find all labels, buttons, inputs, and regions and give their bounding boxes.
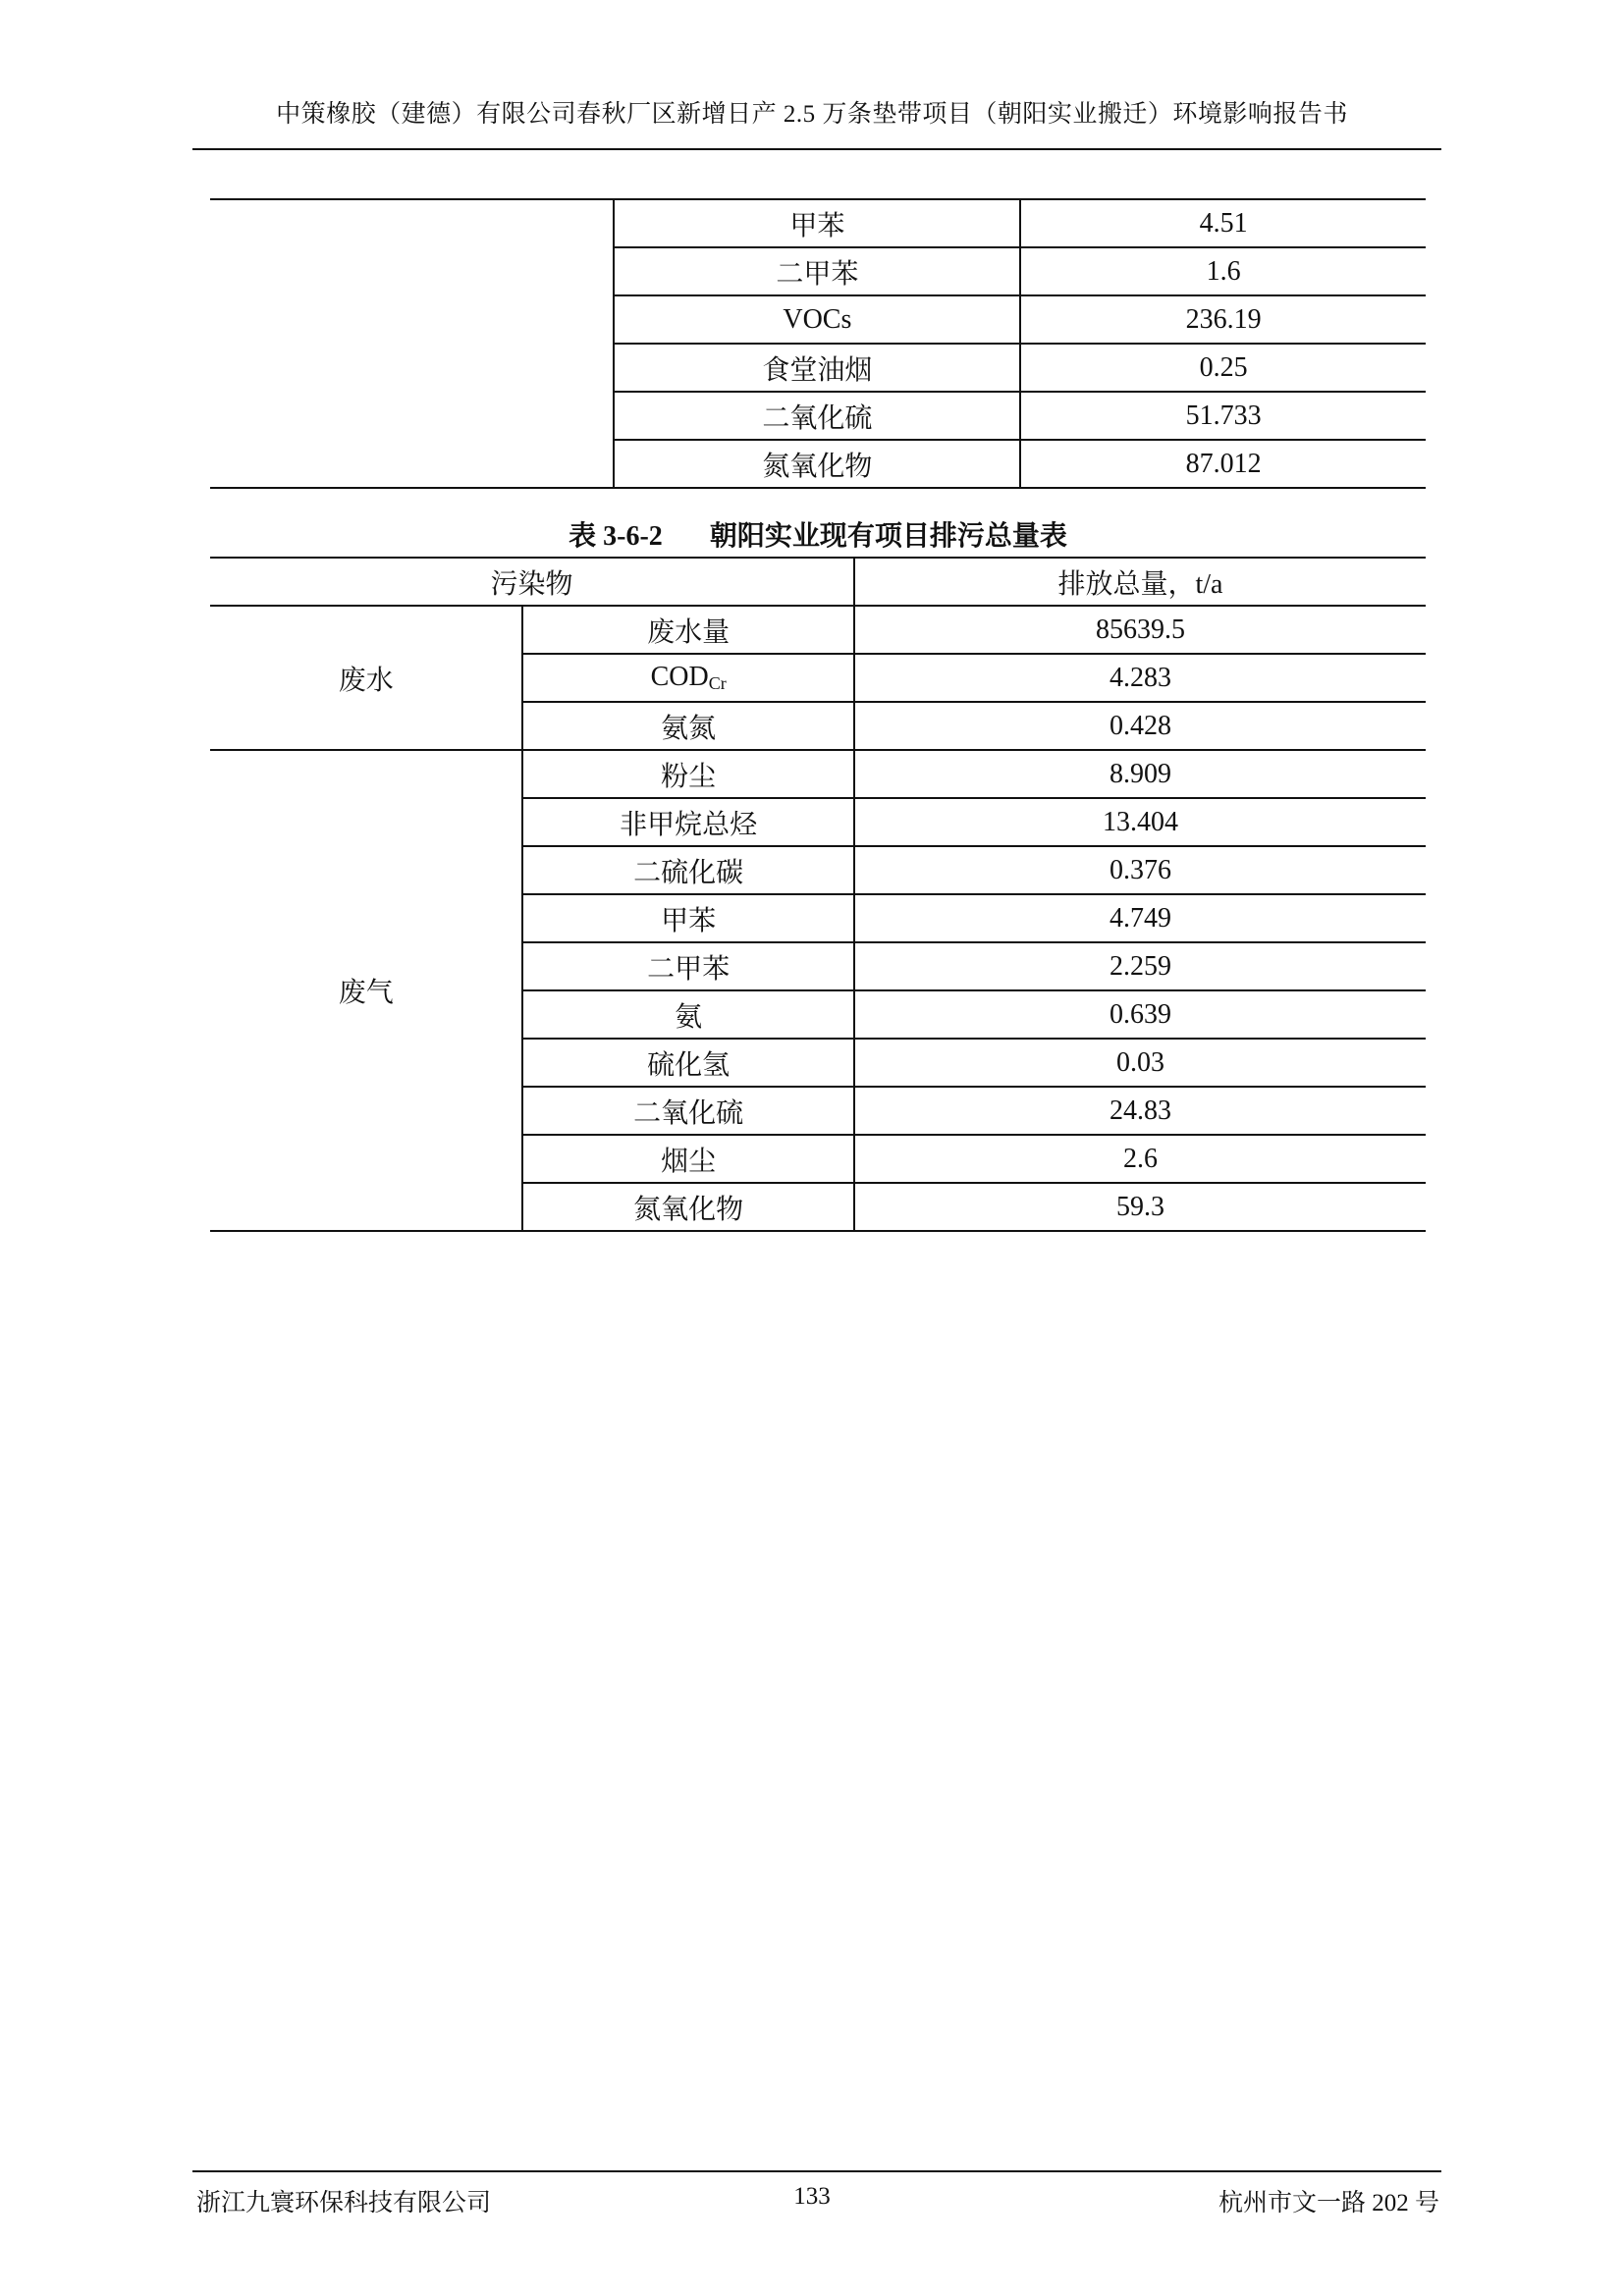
footer-address: 杭州市文一路 202 号: [1218, 2190, 1439, 2216]
category-cell: 废气: [210, 750, 522, 1231]
value-cell: 0.25: [1020, 344, 1426, 392]
item-cell: 二氧化硫: [614, 392, 1020, 440]
item-cell: [522, 654, 854, 702]
item-cell: 二硫化碳: [522, 846, 854, 894]
item-cell: 硫化氢: [522, 1039, 854, 1087]
item-cell: 二甲苯: [522, 942, 854, 990]
item-text: COD: [650, 662, 709, 692]
footer-company: 浙江九寰环保科技有限公司: [196, 2190, 492, 2216]
item-cell: VOCs: [614, 295, 1020, 344]
value-cell: 0.639: [854, 990, 1426, 1039]
item-cell: 甲苯: [614, 199, 1020, 247]
item-cell: 氨氮: [522, 702, 854, 750]
value-cell: 2.6: [854, 1135, 1426, 1183]
table-header-row: [210, 558, 1426, 606]
item-subscript: Cr: [708, 673, 727, 693]
blank-category-cell: [210, 199, 614, 488]
value-cell: 236.19: [1020, 295, 1426, 344]
item-cell: 二甲苯: [614, 247, 1020, 295]
table-row: [210, 750, 1426, 798]
value-cell: 4.749: [854, 894, 1426, 942]
value-cell: 51.733: [1020, 392, 1426, 440]
item-cell: 食堂油烟: [614, 344, 1020, 392]
table-caption-number: 表 3-6-2: [568, 521, 663, 552]
table-caption-title: 朝阳实业现有项目排污总量表: [709, 521, 1067, 552]
value-cell: 0.376: [854, 846, 1426, 894]
table-row: [210, 606, 1426, 654]
table-row: [210, 199, 1426, 247]
value-cell: 85639.5: [854, 606, 1426, 654]
value-cell: 13.404: [854, 798, 1426, 846]
item-cell: 非甲烷总烃: [522, 798, 854, 846]
item-cell: 二氧化硫: [522, 1087, 854, 1135]
value-cell: 2.259: [854, 942, 1426, 990]
value-cell: 59.3: [854, 1183, 1426, 1231]
header-total: 排放总量，t/a: [854, 558, 1426, 606]
page-header: 中策橡胶（建德）有限公司春秋厂区新增日产 2.5 万条垫带项目（朝阳实业搬迁）环境影响报告书: [276, 101, 1348, 128]
value-cell: 0.03: [854, 1039, 1426, 1087]
item-cell: 甲苯: [522, 894, 854, 942]
table-caption: [210, 514, 1426, 554]
category-cell: 废水: [210, 606, 522, 750]
value-cell: 8.909: [854, 750, 1426, 798]
item-cell: 氮氧化物: [614, 440, 1020, 488]
value-cell: 87.012: [1020, 440, 1426, 488]
value-cell: 24.83: [854, 1087, 1426, 1135]
emissions-table: [210, 557, 1426, 1232]
item-cell: 烟尘: [522, 1135, 854, 1183]
footer-rule: [192, 2170, 1441, 2172]
item-cell: 氮氧化物: [522, 1183, 854, 1231]
value-cell: 4.283: [854, 654, 1426, 702]
header-pollutant: 污染物: [210, 558, 854, 606]
item-cell: 氨: [522, 990, 854, 1039]
value-cell: 1.6: [1020, 247, 1426, 295]
value-cell: 4.51: [1020, 199, 1426, 247]
page-number: 133: [793, 2183, 831, 2210]
item-cell: 粉尘: [522, 750, 854, 798]
continued-table: [210, 198, 1426, 489]
value-cell: 0.428: [854, 702, 1426, 750]
item-cell: 废水量: [522, 606, 854, 654]
header-rule: [192, 148, 1441, 150]
